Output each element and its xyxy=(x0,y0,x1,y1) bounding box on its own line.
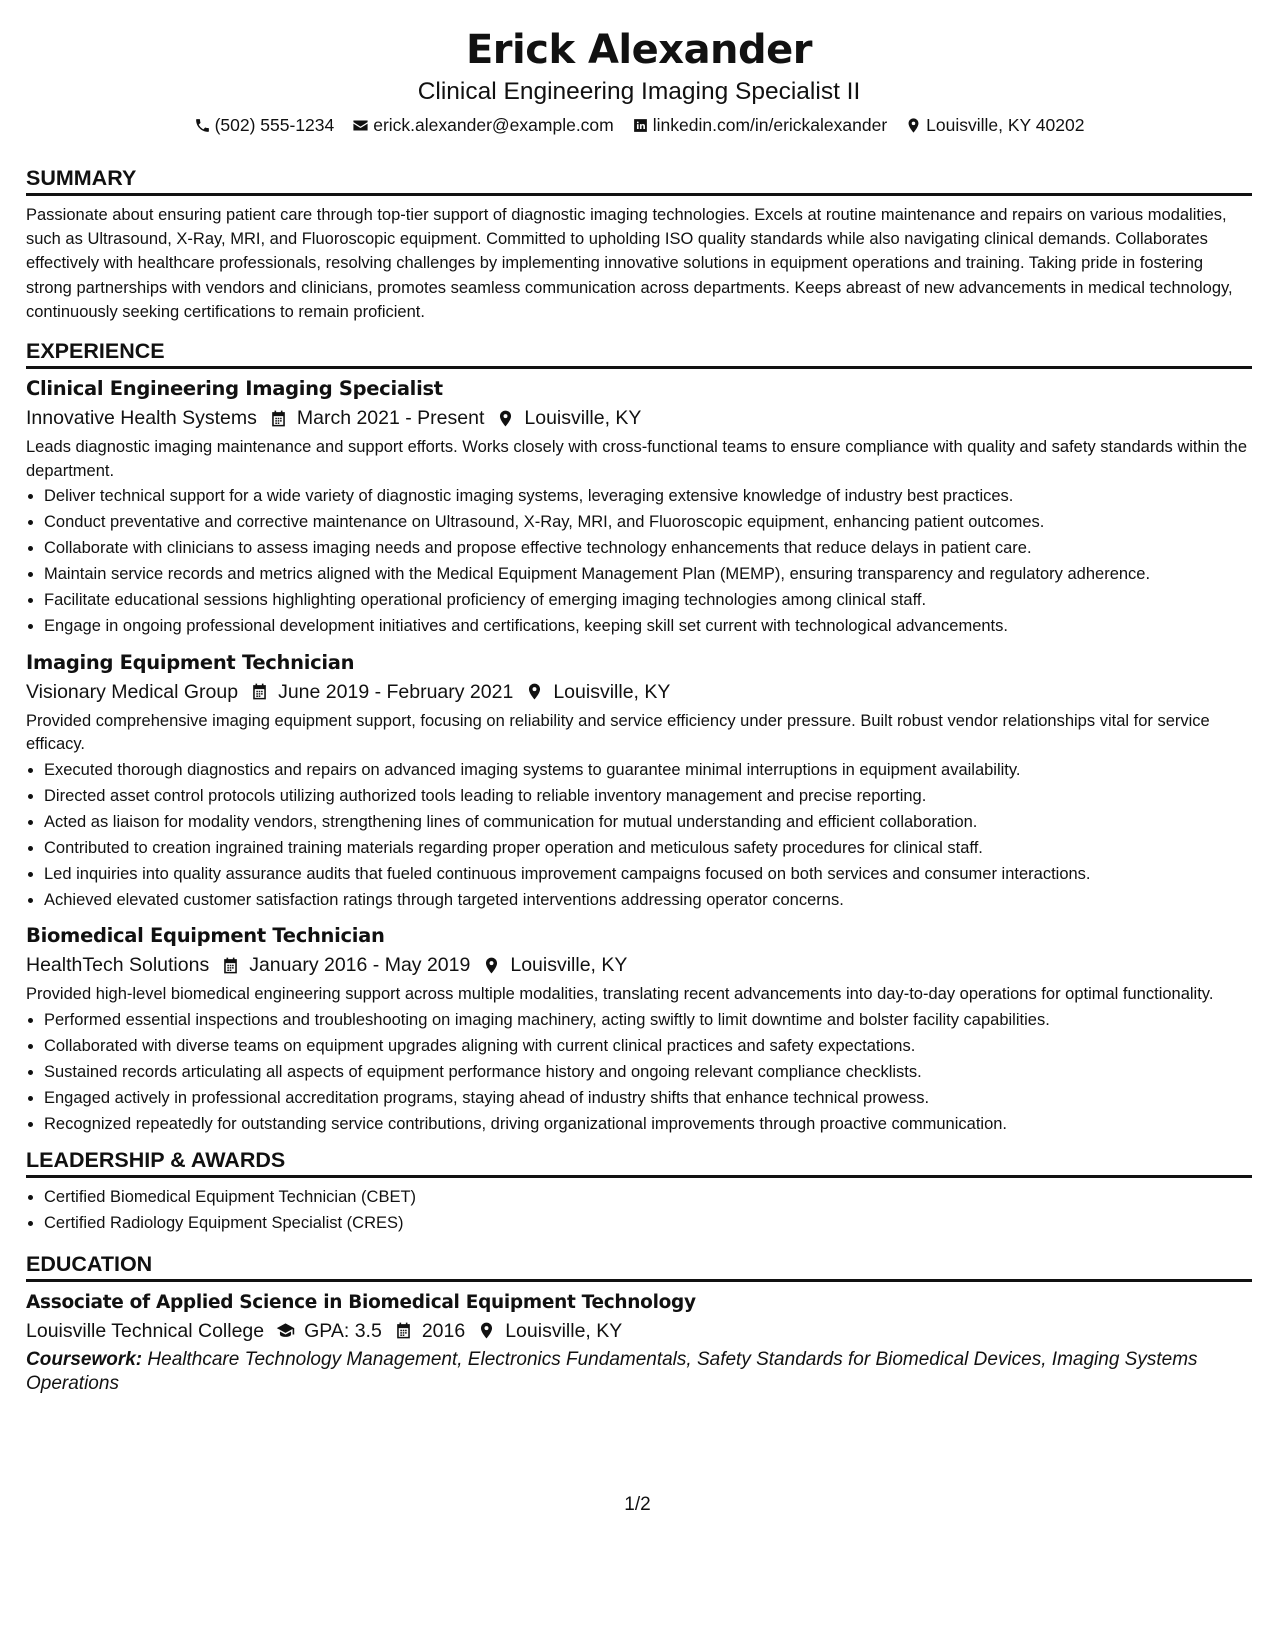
gpa-text: GPA: 3.5 xyxy=(304,1319,382,1342)
map-pin-icon xyxy=(496,409,515,428)
job-meta xyxy=(26,677,1252,707)
leadership-section xyxy=(26,1146,1252,1236)
section-title-education: EDUCATION xyxy=(26,1250,1252,1282)
job-title: Imaging Equipment Technician xyxy=(26,650,355,674)
candidate-name: Erick Alexander xyxy=(465,27,813,73)
calendar-icon xyxy=(269,409,288,428)
experience-entry xyxy=(26,375,1252,639)
list-item: • Engaged actively in professional accreditation programs, staying ahead of industry shifts that enhance technical prowess. xyxy=(44,1087,1252,1111)
graduation-year: 2016 xyxy=(421,1319,466,1342)
contact-linkedin[interactable] xyxy=(632,113,887,137)
company-name: Visionary Medical Group xyxy=(26,680,239,703)
job-location: Louisville, KY xyxy=(510,954,628,977)
job-bullets xyxy=(26,485,1252,639)
list-item: • Recognized repeatedly for outstanding service contributions, driving organizational improvements through proactive communication. xyxy=(44,1113,1252,1137)
list-item: • Deliver technical support for a wide variety of diagnostic imaging systems, leveraging extensive knowledge of industry best practices. xyxy=(44,485,1252,509)
awards-list xyxy=(26,1186,1252,1236)
job-summary: Provided comprehensive imaging equipment support, focusing on reliability and service efficiency under pressure. Built robust vendor relationships vital for service efficacy. xyxy=(26,711,1210,754)
job-dates: June 2019 - February 2021 xyxy=(278,680,514,703)
job-meta xyxy=(26,403,1252,433)
list-item: • Certified Biomedical Equipment Technician (CBET) xyxy=(44,1186,1252,1210)
list-item: • Engage in ongoing professional development initiatives and certifications, keeping skill set current with technological advancements. xyxy=(44,615,1252,639)
list-item: • Performed essential inspections and troubleshooting on imaging machinery, acting swiftly to limit downtime and bolster facility capabilities. xyxy=(44,1009,1252,1033)
list-item: • Acted as liaison for modality vendors, strengthening lines of communication for mutual understanding and efficient collaboration. xyxy=(44,811,1252,835)
section-title-summary: SUMMARY xyxy=(26,164,1252,196)
map-pin-icon xyxy=(905,117,922,134)
list-item: • Achieved elevated customer satisfaction ratings through targeted interventions addressing operator concerns. xyxy=(44,889,1252,913)
candidate-headline: Clinical Engineering Imaging Specialist II xyxy=(417,78,861,105)
list-item: • Directed asset control protocols utilizing authorized tools leading to reliable inventory management and precise reporting. xyxy=(44,785,1252,809)
job-location: Louisville, KY xyxy=(524,407,642,430)
company-name: HealthTech Solutions xyxy=(26,954,210,977)
job-dates: January 2016 - May 2019 xyxy=(249,954,471,977)
contact-phone[interactable] xyxy=(194,113,335,137)
company-name: Innovative Health Systems xyxy=(26,407,257,430)
graduation-cap-icon xyxy=(276,1321,295,1340)
job-bullets xyxy=(26,759,1252,913)
resume-page xyxy=(26,0,1252,1396)
linkedin-icon xyxy=(632,117,649,134)
phone-icon xyxy=(194,117,211,134)
contact-location xyxy=(905,113,1084,137)
education-section xyxy=(26,1250,1252,1396)
summary-section xyxy=(26,164,1252,324)
resume-header xyxy=(26,23,1252,137)
job-title: Clinical Engineering Imaging Specialist xyxy=(26,377,443,401)
experience-entry xyxy=(26,649,1252,913)
contact-row xyxy=(26,113,1252,137)
email-text: erick.alexander@example.com xyxy=(373,115,614,135)
job-summary: Leads diagnostic imaging maintenance and support efforts. Works closely with cross-functional teams to ensure compliance with quality and safety standards within the department. xyxy=(26,438,1248,480)
job-summary: Provided high-level biomedical engineering support across multiple modalities, translating recent advancements into day-to-day operations for optimal functionality. xyxy=(26,985,1214,1004)
job-location: Louisville, KY xyxy=(553,680,671,703)
list-item: • Sustained records articulating all aspects of equipment performance history and ongoing relevant compliance checklists. xyxy=(44,1061,1252,1085)
education-meta xyxy=(26,1316,1252,1346)
map-pin-icon xyxy=(482,956,501,975)
location-text: Louisville, KY 40202 xyxy=(926,115,1085,135)
job-title: Biomedical Equipment Technician xyxy=(26,924,385,948)
list-item: • Facilitate educational sessions highlighting operational proficiency of emerging imaging technologies among clinical staff. xyxy=(44,589,1252,613)
school-location: Louisville, KY xyxy=(505,1319,623,1342)
list-item: • Contributed to creation ingrained training materials regarding proper operation and meticulous safety procedures for clinical staff. xyxy=(44,837,1252,861)
phone-text: (502) 555-1234 xyxy=(214,115,335,135)
experience-entry xyxy=(26,922,1252,1136)
calendar-icon xyxy=(394,1321,413,1340)
summary-text: Passionate about ensuring patient care through top-tier support of diagnostic imaging technologies. Excels at routine maintenance and repairs on various modalities, such as Ultrasound, X-Ray, MRI, and Fluoroscopic equipment. Committed to upholding ISO quality standards while also navigating clinical demands. Collaborates effectively with healthcare professionals, resolving challenges by implementing innovative solutions in equipment operations and training. Taking pride in fostering strong partnerships with vendors and clinicians, promotes seamless communication across departments. Keeps abreast of new advancements in medical technology, continuously seeking certifications to remain proficient. xyxy=(26,206,1233,321)
contact-email[interactable] xyxy=(352,113,614,137)
experience-section xyxy=(26,337,1252,1136)
degree-title: Associate of Applied Science in Biomedical Equipment Technology xyxy=(26,1291,696,1313)
linkedin-text: linkedin.com/in/erickalexander xyxy=(652,115,888,135)
coursework xyxy=(26,1348,1252,1396)
calendar-icon xyxy=(221,956,240,975)
map-pin-icon xyxy=(477,1321,496,1340)
map-pin-icon xyxy=(525,682,544,701)
list-item: • Executed thorough diagnostics and repairs on advanced imaging systems to guarantee minimal interruptions in equipment availability. xyxy=(44,759,1252,783)
list-item: • Collaborated with diverse teams on equipment upgrades aligning with current clinical practices and safety expectations. xyxy=(44,1035,1252,1059)
coursework-label: Coursework: xyxy=(26,1348,143,1370)
list-item: • Led inquiries into quality assurance audits that fueled continuous improvement campaigns focused on both services and consumer interactions. xyxy=(44,863,1252,887)
list-item: • Conduct preventative and corrective maintenance on Ultrasound, X-Ray, MRI, and Fluoroscopic equipment, enhancing patient outcomes. xyxy=(44,511,1252,535)
section-title-experience: EXPERIENCE xyxy=(26,337,1252,369)
job-meta xyxy=(26,950,1252,980)
job-bullets xyxy=(26,1009,1252,1137)
list-item: • Maintain service records and metrics aligned with the Medical Equipment Management Plan (MEMP), ensuring transparency and regulatory adherence. xyxy=(44,563,1252,587)
coursework-text: Healthcare Technology Management, Electronics Fundamentals, Safety Standards for Biomedical Devices, Imaging Systems Operations xyxy=(26,1348,1198,1394)
list-item: • Certified Radiology Equipment Specialist (CRES) xyxy=(44,1212,1252,1236)
envelope-icon xyxy=(352,117,369,134)
list-item: • Collaborate with clinicians to assess imaging needs and propose effective technology enhancements that reduce delays in patient care. xyxy=(44,537,1252,561)
page-number: 1/2 xyxy=(624,1494,651,1515)
calendar-icon xyxy=(250,682,269,701)
school-name: Louisville Technical College xyxy=(26,1319,265,1342)
job-dates: March 2021 - Present xyxy=(296,407,485,430)
section-title-leadership: LEADERSHIP & AWARDS xyxy=(26,1146,1252,1178)
